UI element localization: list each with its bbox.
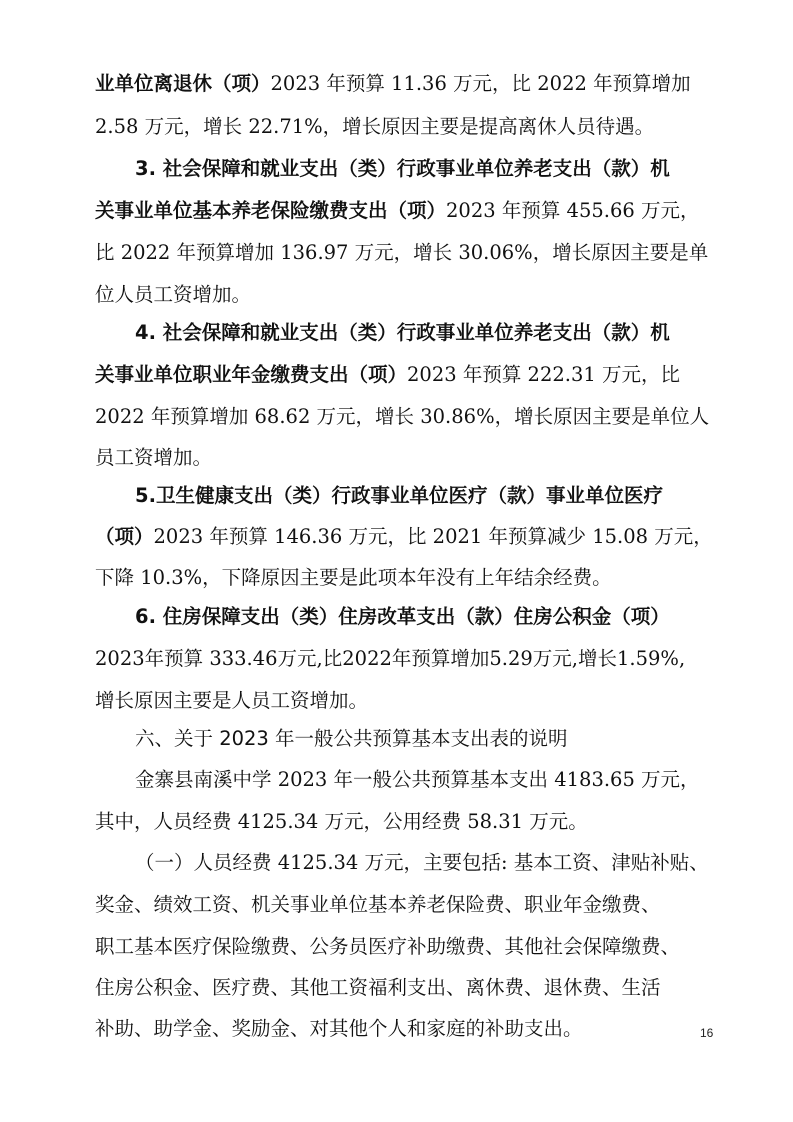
bold-term: （项）	[95, 525, 154, 548]
text-line: 下降 10.3%，下降原因主要是此项本年没有上年结余经费。	[95, 566, 612, 589]
page-number: 16	[700, 1026, 714, 1040]
text-line: 员工资增加。	[95, 446, 213, 469]
text-line: 奖金、绩效工资、机关事业单位基本养老保险费、职业年金缴费、	[95, 893, 661, 916]
text-line	[95, 201, 699, 221]
text-line: 3. 社会保障和就业支出（类）行政事业单位养老支出（款）机	[135, 157, 670, 180]
text-line	[95, 74, 691, 94]
text-line: 位人员工资增加。	[95, 283, 252, 306]
text-line: 2023年预算 333.46万元,比2022年预算增加5.29万元,增长1.59%,	[95, 647, 686, 670]
text-line: 增长原因主要是人员工资增加。	[95, 689, 369, 712]
text-line: 住房公积金、医疗费、其他工资福利支出、离休费、退休费、生活	[95, 976, 661, 999]
text-line: 职工基本医疗保险缴费、公务员医疗补助缴费、其他社会保障缴费、	[95, 935, 681, 958]
text-line: 5.卫生健康支出（类）行政事业单位医疗（款）事业单位医疗	[135, 484, 663, 507]
text-line: 2.58 万元，增长 22.71%，增长原因主要是提高离休人员待遇。	[95, 115, 655, 138]
text-line	[95, 527, 713, 547]
body-text: 2023 年预算 455.66 万元，	[446, 199, 700, 222]
text-line: 2022 年预算增加 68.62 万元，增长 30.86%，增长原因主要是单位人	[95, 405, 710, 428]
bold-term: 关事业单位基本养老保险缴费支出（项）	[95, 199, 447, 222]
text-line: 4. 社会保障和就业支出（类）行政事业单位养老支出（款）机	[135, 321, 670, 344]
body-text: 2023 年预算 146.36 万元，比 2021 年预算减少 15.08 万元，	[153, 525, 713, 548]
bold-term: 关事业单位职业年金缴费支出（项）	[95, 363, 408, 386]
text-line: 金寨县南溪中学 2023 年一般公共预算基本支出 4183.65 万元，	[135, 768, 700, 791]
body-text: 2023 年预算 11.36 万元，比 2022 年预算增加	[270, 72, 691, 95]
bold-term: 业单位离退休（项）	[95, 72, 271, 95]
text-line: 补助、助学金、奖励金、对其他个人和家庭的补助支出。	[95, 1017, 583, 1040]
text-line: 其中，人员经费 4125.34 万元，公用经费 58.31 万元。	[95, 810, 588, 833]
text-line	[95, 365, 680, 385]
text-line: 6. 住房保障支出（类）住房改革支出（款）住房公积金（项）	[135, 605, 670, 628]
section-heading: 六、关于 2023 年一般公共预算基本支出表的说明	[135, 727, 568, 750]
text-line: （一）人员经费 4125.34 万元，主要包括: 基本工资、津贴补贴、	[135, 851, 709, 874]
body-text: 2023 年预算 222.31 万元，比	[407, 363, 680, 386]
text-line: 比 2022 年预算增加 136.97 万元，增长 30.06%，增长原因主要是单	[95, 241, 709, 264]
